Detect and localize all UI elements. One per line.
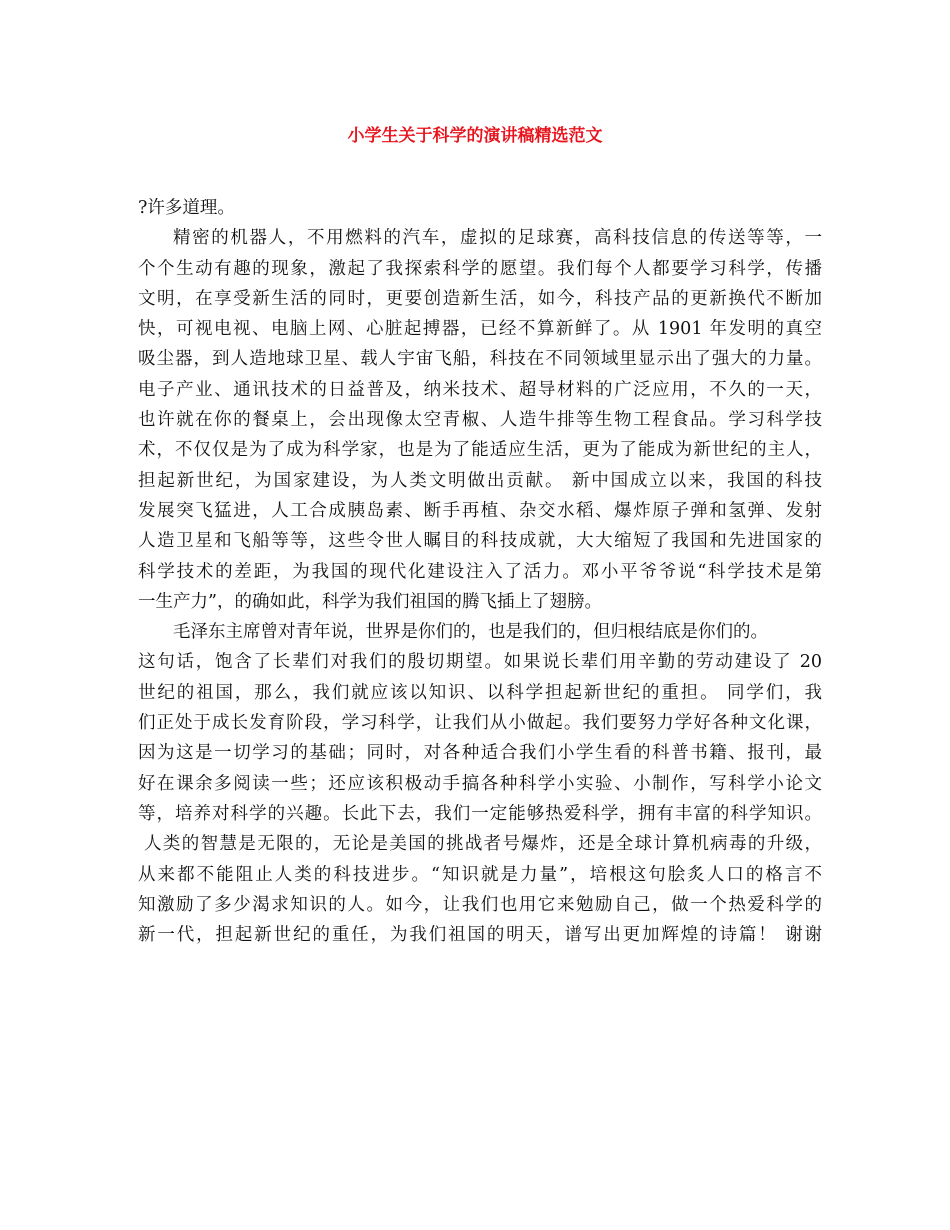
text-line: 毛泽东主席曾对青年说，世界是你们的，也是我们的，但归根结底是你们的。	[173, 622, 768, 643]
text-line: 文明，在享受新生活的同时，更要创造新生活，如今，科技产品的更新换代不断加	[138, 288, 822, 309]
text-line: 人类的智慧是无限的，无论是美国的挑战者号爆炸，还是全球计算机病毒的升级，	[144, 834, 822, 855]
text-line: 精密的机器人，不用燃料的汽车，虚拟的足球赛，高科技信息的传送等等，一	[173, 228, 822, 249]
text-line: 担起新世纪，为国家建设，为人类文明做出贡献。 新中国成立以来，我国的科技	[138, 470, 822, 491]
text-line: 从来都不能阻止人类的科技进步。“知识就是力量”，培根这句脍炙人口的格言不	[138, 864, 822, 885]
text-line: 人造卫星和飞船等等，这些令世人瞩目的科技成就，大大缩短了我国和先进国家的	[138, 531, 822, 552]
text-line: 知激励了多少渴求知识的人。如今，让我们也用它来勉励自己，做一个热爱科学的	[138, 894, 822, 915]
text-line: 一生产力”，的确如此，科学为我们祖国的腾飞插上了翅膀。	[138, 591, 602, 612]
text-line: 个个生动有趣的现象，激起了我探索科学的愿望。我们每个人都要学习科学，传播	[138, 258, 822, 279]
text-line: 也许就在你的餐桌上，会出现像太空青椒、人造牛排等生物工程食品。学习科学技	[138, 410, 822, 431]
text-line: 快，可视电视、电脑上网、心脏起搏器，已经不算新鲜了。从 1901 年发明的真空	[138, 319, 822, 340]
document-title: 小学生关于科学的演讲稿精选范文	[347, 126, 603, 146]
text-line: 术，不仅仅是为了成为科学家，也是为了能适应生活，更为了能成为新世纪的主人，	[138, 440, 822, 461]
text-line: 们正处于成长发育阶段，学习科学，让我们从小做起。我们要努力学好各种文化课，	[138, 713, 822, 734]
text-line: 科学技术的差距，为我国的现代化建设注入了活力。邓小平爷爷说“科学技术是第	[138, 561, 822, 582]
text-line: 这句话，饱含了长辈们对我们的殷切期望。如果说长辈们用辛勤的劳动建设了 20	[138, 652, 822, 673]
text-line: 电子产业、通讯技术的日益普及，纳米技术、超导材料的广泛应用，不久的一天，	[138, 379, 822, 400]
text-line: 等，培养对科学的兴趣。长此下去，我们一定能够热爱科学，拥有丰富的科学知识。	[138, 803, 822, 824]
document-body	[138, 193, 822, 950]
text-line: 因为这是一切学习的基础；同时，对各种适合我们小学生看的科普书籍、报刊，最	[138, 743, 822, 764]
text-line: 新一代，担起新世纪的重任，为我们祖国的明天，谱写出更加辉煌的诗篇！ 谢谢	[138, 925, 822, 946]
text-line: 吸尘器，到人造地球卫星、载人宇宙飞船，科技在不同领域里显示出了强大的力量。	[138, 349, 822, 370]
text-line: 世纪的祖国，那么，我们就应该以知识、以科学担起新世纪的重担。 同学们，我	[138, 682, 822, 703]
text-line: ?许多道理。	[138, 198, 235, 218]
text-line: 好在课余多阅读一些；还应该积极动手搞各种科学小实验、小制作，写科学小论文	[138, 773, 822, 794]
text-line: 发展突飞猛进，人工合成胰岛素、断手再植、杂交水稻、爆炸原子弹和氢弹、发射	[138, 500, 822, 521]
